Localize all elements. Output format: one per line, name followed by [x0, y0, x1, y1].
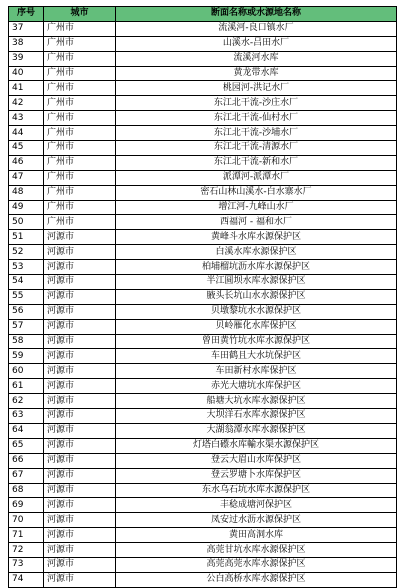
row-city: 广州市 [44, 170, 116, 185]
row-site: 高莞高莞水库水源保护区 [116, 557, 397, 572]
header-index: 序号 [9, 7, 44, 22]
row-site: 车田新村水库保护区 [116, 364, 397, 379]
row-index: 47 [9, 170, 44, 185]
row-city: 河源市 [44, 468, 116, 483]
row-index: 70 [9, 513, 44, 528]
row-index: 51 [9, 230, 44, 245]
row-site: 黄田高洞水库 [116, 528, 397, 543]
row-index: 71 [9, 528, 44, 543]
row-index: 56 [9, 304, 44, 319]
row-city: 河源市 [44, 498, 116, 513]
row-city: 广州市 [44, 215, 116, 230]
table-row [9, 364, 397, 379]
row-city: 河源市 [44, 230, 116, 245]
table-row [9, 379, 397, 394]
row-index: 50 [9, 215, 44, 230]
row-index: 53 [9, 260, 44, 275]
table-row [9, 170, 397, 185]
row-site: 黄龙带水库 [116, 66, 397, 81]
table-row [9, 483, 397, 498]
row-site: 山溪水-吕田水厂 [116, 36, 397, 51]
water-source-table [8, 6, 397, 588]
row-index: 37 [9, 21, 44, 36]
row-city: 河源市 [44, 334, 116, 349]
table-row [9, 200, 397, 215]
row-site: 流溪河水库 [116, 51, 397, 66]
row-site: 东水乌石坑水库水源保护区 [116, 483, 397, 498]
table-row [9, 334, 397, 349]
row-city: 河源市 [44, 304, 116, 319]
table-row [9, 260, 397, 275]
row-index: 66 [9, 453, 44, 468]
row-city: 河源市 [44, 260, 116, 275]
row-site: 东江北干流-沙埔水厂 [116, 126, 397, 141]
row-index: 44 [9, 126, 44, 141]
row-index: 72 [9, 543, 44, 558]
row-city: 河源市 [44, 453, 116, 468]
row-index: 63 [9, 409, 44, 424]
row-index: 38 [9, 36, 44, 51]
table-row [9, 349, 397, 364]
row-city: 河源市 [44, 364, 116, 379]
row-site: 密石山林山溪水-白水寨水厂 [116, 185, 397, 200]
row-site: 灯塔白礤水库輸水渠水源保护区 [116, 438, 397, 453]
row-city: 广州市 [44, 96, 116, 111]
table-row [9, 498, 397, 513]
row-index: 68 [9, 483, 44, 498]
row-index: 61 [9, 379, 44, 394]
row-site: 大坝洋石水库水源保护区 [116, 409, 397, 424]
row-city: 河源市 [44, 543, 116, 558]
row-city: 河源市 [44, 572, 116, 587]
row-site: 东江北干流-新和水厂 [116, 155, 397, 170]
row-site: 白溪水库水源保护区 [116, 245, 397, 260]
table-row [9, 423, 397, 438]
row-city: 河源市 [44, 557, 116, 572]
row-site: 派潭河-派潭水厂 [116, 170, 397, 185]
row-index: 42 [9, 96, 44, 111]
row-site: 高莞甘坑水库水源保护区 [116, 543, 397, 558]
row-index: 39 [9, 51, 44, 66]
row-site: 东江北干流-沙庄水厂 [116, 96, 397, 111]
table-row [9, 81, 397, 96]
row-site: 西福河 - 福和水厂 [116, 215, 397, 230]
row-city: 广州市 [44, 21, 116, 36]
table-row [9, 126, 397, 141]
header-city: 城市 [44, 7, 116, 22]
table-row [9, 51, 397, 66]
row-index: 57 [9, 319, 44, 334]
row-city: 广州市 [44, 126, 116, 141]
row-index: 55 [9, 289, 44, 304]
row-city: 广州市 [44, 185, 116, 200]
table-row [9, 215, 397, 230]
row-site: 半江圆坝水库水源保护区 [116, 275, 397, 290]
row-index: 49 [9, 200, 44, 215]
row-site: 贝岭雁化水库保护区 [116, 319, 397, 334]
row-city: 河源市 [44, 423, 116, 438]
row-city: 广州市 [44, 200, 116, 215]
row-index: 41 [9, 81, 44, 96]
row-city: 广州市 [44, 111, 116, 126]
row-index: 48 [9, 185, 44, 200]
table-row [9, 66, 397, 81]
row-index: 69 [9, 498, 44, 513]
row-city: 河源市 [44, 289, 116, 304]
row-city: 广州市 [44, 141, 116, 156]
row-site: 登云罗塘卜水库保护区 [116, 468, 397, 483]
table-row [9, 319, 397, 334]
row-city: 河源市 [44, 349, 116, 364]
table-row [9, 453, 397, 468]
header-site: 断面名称或水源地名称 [116, 7, 397, 22]
table-row [9, 394, 397, 409]
row-site: 登云大眉山水库保护区 [116, 453, 397, 468]
row-index: 62 [9, 394, 44, 409]
row-city: 河源市 [44, 438, 116, 453]
table-header-row [9, 7, 397, 22]
row-site: 赤光大塘坑水库保护区 [116, 379, 397, 394]
row-site: 丰稔成塘河保护区 [116, 498, 397, 513]
row-site: 东江北干流-仙村水厂 [116, 111, 397, 126]
row-index: 54 [9, 275, 44, 290]
row-index: 60 [9, 364, 44, 379]
table-row [9, 409, 397, 424]
row-site: 船塘大坑水库水源保护区 [116, 394, 397, 409]
table-row [9, 275, 397, 290]
row-city: 河源市 [44, 319, 116, 334]
row-site: 流溪河-良口镇水厂 [116, 21, 397, 36]
row-index: 73 [9, 557, 44, 572]
table-row [9, 185, 397, 200]
row-city: 河源市 [44, 528, 116, 543]
table-row [9, 230, 397, 245]
row-city: 河源市 [44, 394, 116, 409]
table-row [9, 245, 397, 260]
table-row [9, 155, 397, 170]
row-site: 曾田黄竹坑水库水源保护区 [116, 334, 397, 349]
row-index: 46 [9, 155, 44, 170]
row-site: 公白高桥水库水源保护区 [116, 572, 397, 587]
row-city: 河源市 [44, 245, 116, 260]
row-site: 车田鹤且大水坑保护区 [116, 349, 397, 364]
table-row [9, 528, 397, 543]
row-index: 65 [9, 438, 44, 453]
row-site: 贝墩黎坑水水源保护区 [116, 304, 397, 319]
row-site: 柏埔榴坑沥水库水源保护区 [116, 260, 397, 275]
row-city: 广州市 [44, 81, 116, 96]
table-row [9, 438, 397, 453]
table-row [9, 111, 397, 126]
table-row [9, 289, 397, 304]
row-site: 腋头长坑山水水源保护区 [116, 289, 397, 304]
table-body [9, 21, 397, 587]
row-index: 59 [9, 349, 44, 364]
row-site: 大湖翁潭水库水源保护区 [116, 423, 397, 438]
row-city: 广州市 [44, 36, 116, 51]
row-index: 58 [9, 334, 44, 349]
table-row [9, 304, 397, 319]
table-row [9, 543, 397, 558]
row-index: 64 [9, 423, 44, 438]
row-city: 河源市 [44, 275, 116, 290]
row-city: 河源市 [44, 379, 116, 394]
table-row [9, 513, 397, 528]
row-index: 74 [9, 572, 44, 587]
row-site: 黄峰斗水库水源保护区 [116, 230, 397, 245]
row-site: 凤安过水沥水源保护区 [116, 513, 397, 528]
row-city: 广州市 [44, 155, 116, 170]
row-index: 43 [9, 111, 44, 126]
row-city: 河源市 [44, 513, 116, 528]
row-city: 河源市 [44, 409, 116, 424]
row-index: 67 [9, 468, 44, 483]
row-index: 40 [9, 66, 44, 81]
table-row [9, 36, 397, 51]
row-index: 52 [9, 245, 44, 260]
table-row [9, 21, 397, 36]
table-row [9, 572, 397, 587]
table-row [9, 468, 397, 483]
table-row [9, 557, 397, 572]
row-site: 增江河-九峰山水厂 [116, 200, 397, 215]
row-city: 河源市 [44, 483, 116, 498]
row-site: 桃园河-洪记水厂 [116, 81, 397, 96]
row-index: 45 [9, 141, 44, 156]
row-city: 广州市 [44, 51, 116, 66]
table-row [9, 141, 397, 156]
row-city: 广州市 [44, 66, 116, 81]
table-row [9, 96, 397, 111]
row-site: 东江北干流-清源水厂 [116, 141, 397, 156]
